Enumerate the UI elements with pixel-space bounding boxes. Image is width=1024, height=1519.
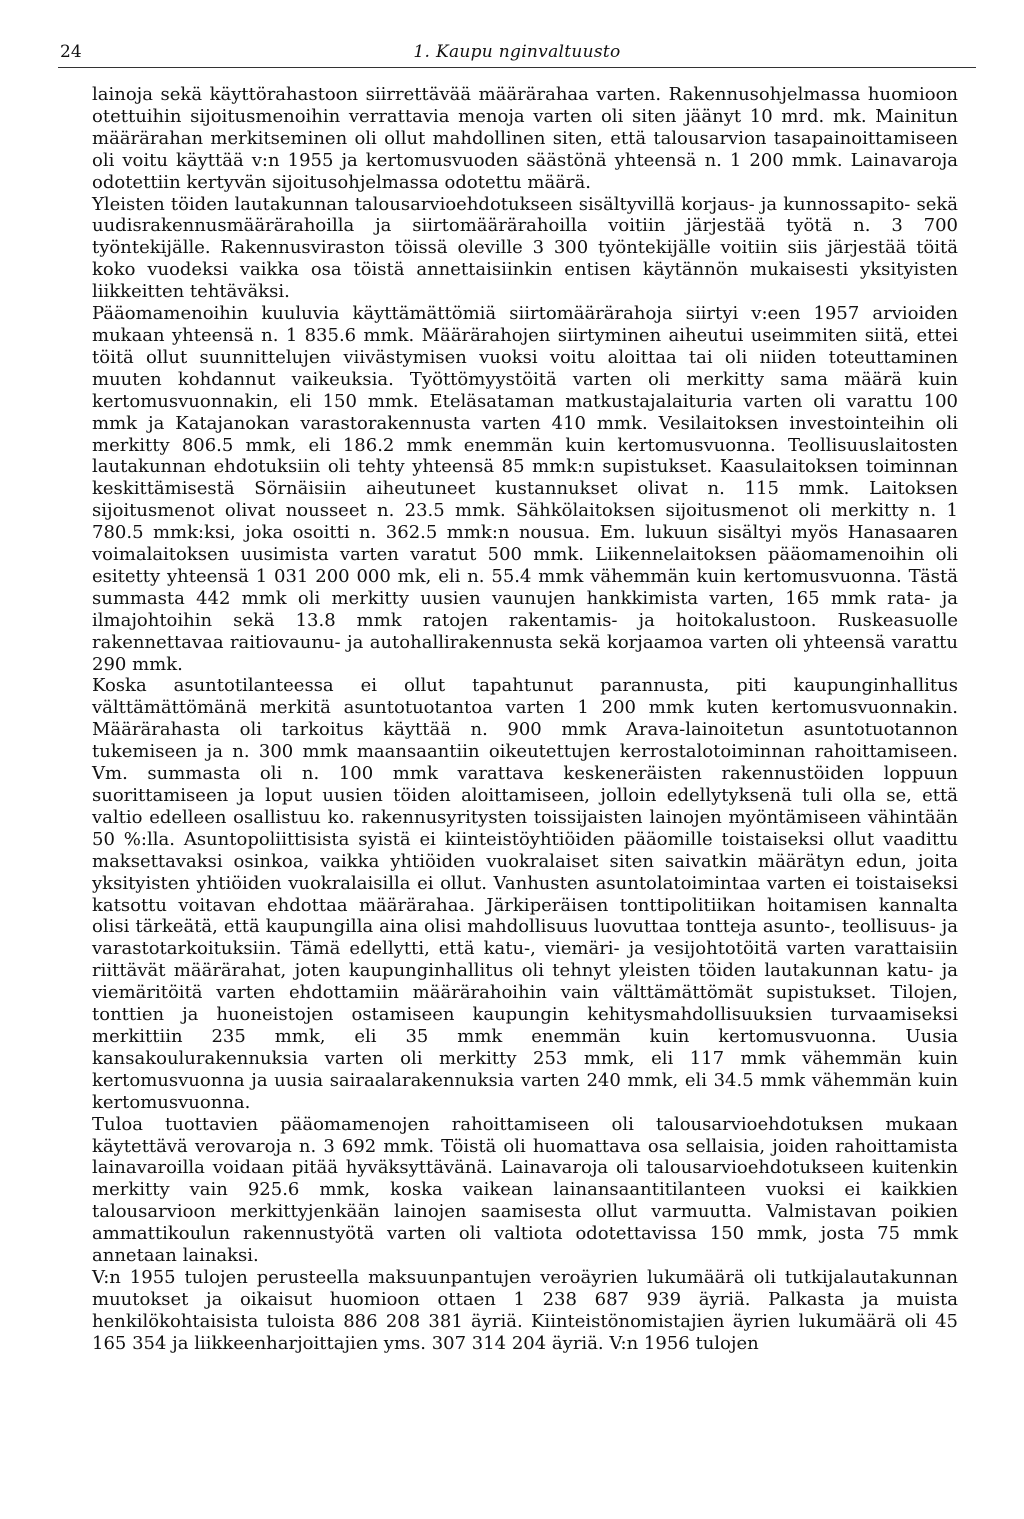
page-header — [58, 38, 976, 64]
running-head: 1. Kaupu nginvaltuusto — [413, 42, 621, 62]
paragraph: Tuloa tuottavien pääomamenojen rahoittamiseen oli talousarvioehdotuksen mukaan käytettävä verovaroja n. 3 692 mmk. Töistä oli huomattava osa sellaisia, joiden rahoittamista lainavaroilla voidaan pitää hyväksyttävänä. Lainavaroja oli talousarvioehdotukseen kuitenkin merkitty vain 925.6 mmk, koska vaikean lainansaantitilanteen vuoksi ei kaikkien talousarvioon merkittyjenkään lainojen saamisesta ollut varmuutta. Valmistavan poikien ammattikoulun rakennustyötä varten oli valtiota odotettavissa 150 mmk, josta 75 mmk annetaan lainaksi. — [92, 1113, 958, 1267]
header-rule — [58, 67, 976, 68]
body-text — [92, 84, 958, 1355]
paragraph: Pääomamenoihin kuuluvia käyttämättömiä siirtomäärärahoja siirtyi v:een 1957 arvioiden mukaan yhteensä n. 1 835.6 mmk. Määrärahojen siirtyminen aiheutui useimmiten siitä, ettei töitä ollut suunnittelujen viivästymisen vuoksi voitu aloittaa tai oli niiden toteuttaminen muuten kohdannut vaikeuksia. Työttömyystöitä varten oli merkitty sama määrä kuin kertomusvuonnakin, eli 150 mmk. Eteläsataman matkustajalaituria varten oli varattu 100 mmk ja Katajanokan varastorakennusta varten 410 mmk. Vesilaitoksen investointeihin oli merkitty 806.5 mmk, eli 186.2 mmk enemmän kuin kertomusvuonna. Teollisuuslaitosten lautakunnan ehdotuksiin oli tehty yhteensä 85 mmk:n supistukset. Kaasulaitoksen toiminnan keskittämisestä Sörnäisiin aiheutuneet kustannukset olivat n. 115 mmk. Laitoksen sijoitusmenot olivat nousseet n. 23.5 mmk. Sähkölaitoksen sijoitusmenot oli merkitty n. 1 780.5 mmk:ksi, joka osoitti n. 362.5 mmk:n nousua. Em. lukuun sisältyi myös Hanasaaren voimalaitoksen uusimista varten varatut 500 mmk. Liikennelaitoksen pääomamenoihin oli esitetty yhteensä 1 031 200 000 mk, eli n. 55.4 mmk vähemmän kuin kertomusvuonna. Tästä summasta 442 mmk oli merkitty uusien vaunujen hankkimista varten, 165 mmk rata- ja ilmajohtoihin sekä 13.8 mmk ratojen rakentamis- ja hoitokalustoon. Ruskeasuolle rakennettavaa raitiovaunu- ja autohallirakennusta sekä korjaamoa varten oli yhteensä varattu 290 mmk. — [92, 303, 958, 675]
paragraph: Yleisten töiden lautakunnan talousarvioehdotukseen sisältyvillä korjaus- ja kunnossapito- sekä uudisrakennusmäärärahoilla ja siirtomäärärahoilla voitiin järjestää työtä n. 3 700 työntekijälle. Rakennusviraston töissä oleville 3 300 työntekijälle voitiin siis järjestää töitä koko vuodeksi vaikka osa töistä annettaisiinkin entisen käytännön mukaisesti yksityisten liikkeitten tehtäväksi. — [92, 193, 958, 303]
paragraph: Koska asuntotilanteessa ei ollut tapahtunut parannusta, piti kaupunginhallitus välttämättömänä merkitä asuntotuotantoa varten 1 200 mmk kuten kertomusvuonnakin. Määrärahasta oli tarkoitus käyttää n. 900 mmk Arava-lainoitetun asuntotuotannon tukemiseen ja n. 300 mmk maansaantiin oikeutettujen kerrostalotoiminnan rahoittamiseen. Vm. summasta oli n. 100 mmk varattava keskeneräisten rakennustöiden loppuun suorittamiseen ja loput uusien töiden aloittamiseen, jolloin edellytyksenä tuli olla se, että valtio edelleen osallistuu ko. rakennusyritysten toissijaisten lainojen myöntämiseen vähintään 50 %:lla. Asuntopoliittisista syistä ei kiinteistöyhtiöiden pääomille toistaiseksi ollut vaadittu maksettavaksi osinkoa, vaikka yhtiöiden vuokralaiset siten saivatkin määrätyn edun, joita yksityisten yhtiöiden vuokralaisilla ei ollut. Vanhusten asuntolatoimintaa varten ei toistaiseksi katsottu voitavan ehdottaa määrärahaa. Järkiperäisen tonttipolitiikan hoitamisen kannalta olisi tärkeätä, että kaupungilla aina olisi mahdollisuus luovuttaa tontteja asunto-, teollisuus- ja varastotarkoituksiin. Tämä edellytti, että katu-, viemäri- ja vesijohtotöitä varten varattaisiin riittävät määrärahat, joten kaupunginhallitus oli tehnyt yleisten töiden lautakunnan katu- ja viemäritöitä varten ehdottamiin määrärahoihin vain välttämättömät supistukset. Tilojen, tonttien ja huoneistojen ostamiseen kaupungin kehitysmahdollisuuksien turvaamiseksi merkittiin 235 mmk, eli 35 mmk enemmän kuin kertomusvuonna. Uusia kansakoulurakennuksia varten oli merkitty 253 mmk, eli 117 mmk vähemmän kuin kertomusvuonna ja uusia sairaalarakennuksia varten 240 mmk, eli 34.5 mmk vähemmän kuin kertomusvuonna. — [92, 675, 958, 1113]
page-number: 24 — [60, 42, 82, 62]
paragraph: V:n 1955 tulojen perusteella maksuunpantujen veroäyrien lukumäärä oli tutkijalautakunnan muutokset ja oikaisut huomioon ottaen 1 238 687 939 äyriä. Palkasta ja muista henkilökohtaisista tuloista 886 208 381 äyriä. Kiinteistönomistajien äyrien lukumäärä oli 45 165 354 ja liikkeenharjoittajien yms. 307 314 204 äyriä. V:n 1956 tulojen — [92, 1266, 958, 1354]
paragraph: lainoja sekä käyttörahastoon siirrettävää määrärahaa varten. Rakennusohjelmassa huomioon otettuihin sijoitusmenoihin verrattavia menoja varten oli siten jäänyt 10 mrd. mk. Mainitun määrärahan merkitseminen oli ollut mahdollinen siten, että talousarvion tasapainoittamiseen oli voitu käyttää v:n 1955 ja kertomusvuoden säästönä yhteensä n. 1 200 mmk. Lainavaroja odotettiin kertyvän sijoitusohjelmassa odotettu määrä. — [92, 84, 958, 193]
